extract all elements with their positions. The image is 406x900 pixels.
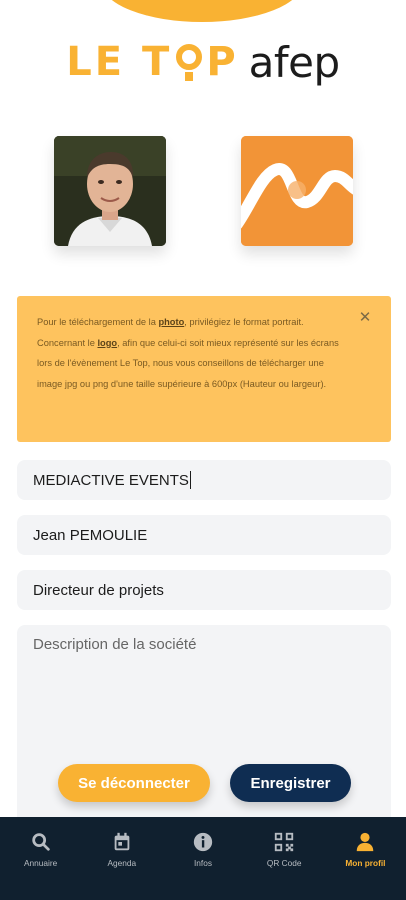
nav-mon-profil[interactable] <box>325 817 406 900</box>
company-input[interactable] <box>17 460 391 500</box>
nav-label: Annuaire <box>23 858 58 868</box>
name-value: Jean PEMOULIE <box>33 526 148 544</box>
description-placeholder: Description de la société <box>33 636 197 653</box>
person-photo-image <box>54 136 166 246</box>
company-logo-upload[interactable] <box>241 136 353 246</box>
name-input[interactable] <box>17 515 391 555</box>
job-title-input[interactable] <box>17 570 391 610</box>
nav-label: Agenda <box>107 858 137 868</box>
nav-agenda[interactable] <box>81 817 162 900</box>
photo-emphasis: photo <box>158 317 185 327</box>
calendar-icon <box>111 831 133 853</box>
info-icon <box>192 831 214 853</box>
profile-photo-upload[interactable] <box>54 136 166 246</box>
nav-qr-code[interactable] <box>244 817 325 900</box>
app-logo <box>0 32 406 92</box>
text-caret <box>190 471 191 489</box>
job-title-value: Directeur de projets <box>33 581 164 599</box>
logo-emphasis: logo <box>97 337 118 348</box>
logo-letop: LE T P <box>66 39 239 85</box>
nav-annuaire[interactable] <box>0 817 81 900</box>
logo-afep: afep <box>248 37 340 87</box>
nav-label: QR Code <box>266 858 302 868</box>
nav-label: Mon profil <box>345 858 386 868</box>
upload-notice: Pour le téléchargement de la photo, privilégiez le format portrait. Concernant le logo, afin que celui-ci soit mieux représenté sur les écrans lors de l'évènement Le Top, nous vous conseillons de télécharger une image jpg ou png d'une taille supérieure à 600px (Hauteur ou largeur). ✕ <box>17 296 391 442</box>
save-button[interactable]: Enregistrer <box>230 764 351 802</box>
bottom-navigation <box>0 817 406 900</box>
nav-label: Infos <box>194 858 212 868</box>
search-icon <box>30 831 52 853</box>
person-icon <box>354 831 376 853</box>
company-logo-image <box>241 136 353 246</box>
nav-infos[interactable] <box>162 817 243 900</box>
close-icon[interactable]: ✕ <box>358 309 372 326</box>
header-decoration <box>101 0 303 22</box>
qr-code-icon <box>273 831 295 853</box>
company-value: MEDIACTIVE EVENTS <box>33 471 189 489</box>
logout-button[interactable]: Se déconnecter <box>58 764 210 802</box>
